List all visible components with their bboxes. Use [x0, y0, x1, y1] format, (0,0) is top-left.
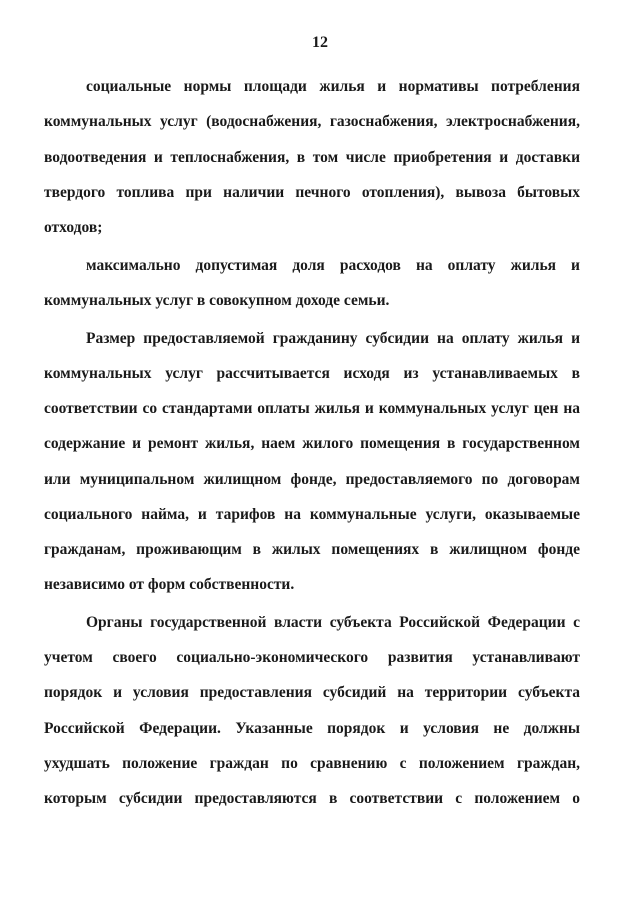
text-line: максимально допустимая доля расходов на оплату жилья и	[86, 257, 580, 274]
text-line: коммунальных услуг в совокупном доходе семьи.	[44, 292, 390, 309]
text-line: содержание и ремонт жилья, наем жилого помещения в государственном	[44, 435, 580, 452]
page-number: 12	[312, 34, 328, 51]
text-line: твердого топлива при наличии печного отопления), вывоза бытовых	[44, 184, 580, 201]
text-line: водоотведения и теплоснабжения, в том числе приобретения и доставки	[44, 149, 580, 166]
text-line: ухудшать положение граждан по сравнению с положением граждан,	[44, 755, 580, 772]
text-line: социального найма, и тарифов на коммунальные услуги, оказываемые	[44, 506, 580, 523]
text-line: коммунальных услуг (водоснабжения, газоснабжения, электроснабжения,	[44, 113, 580, 130]
text-line: гражданам, проживающим в жилых помещениях в жилищном фонде	[44, 541, 580, 558]
text-line: или муниципальном жилищном фонде, предоставляемого по договорам	[44, 471, 580, 488]
text-line: Российской Федерации. Указанные порядок и условия не должны	[44, 720, 580, 737]
text-line: социальные нормы площади жилья и нормативы потребления	[86, 78, 580, 95]
text-line: отходов;	[44, 219, 103, 236]
text-line: которым субсидии предоставляются в соответствии с положением о	[44, 790, 580, 807]
text-line: соответствии со стандартами оплаты жилья и коммунальных услуг цен на	[44, 400, 580, 417]
text-line: учетом своего социально-экономического развития устанавливают	[44, 649, 580, 666]
text-line: коммунальных услуг рассчитывается исходя из устанавливаемых в	[44, 365, 580, 382]
text-line: независимо от форм собственности.	[44, 576, 295, 593]
text-line: порядок и условия предоставления субсидий на территории субъекта	[44, 684, 580, 701]
text-line: Органы государственной власти субъекта Российской Федерации с	[86, 614, 580, 631]
text-line: Размер предоставляемой гражданину субсидии на оплату жилья и	[86, 330, 580, 347]
